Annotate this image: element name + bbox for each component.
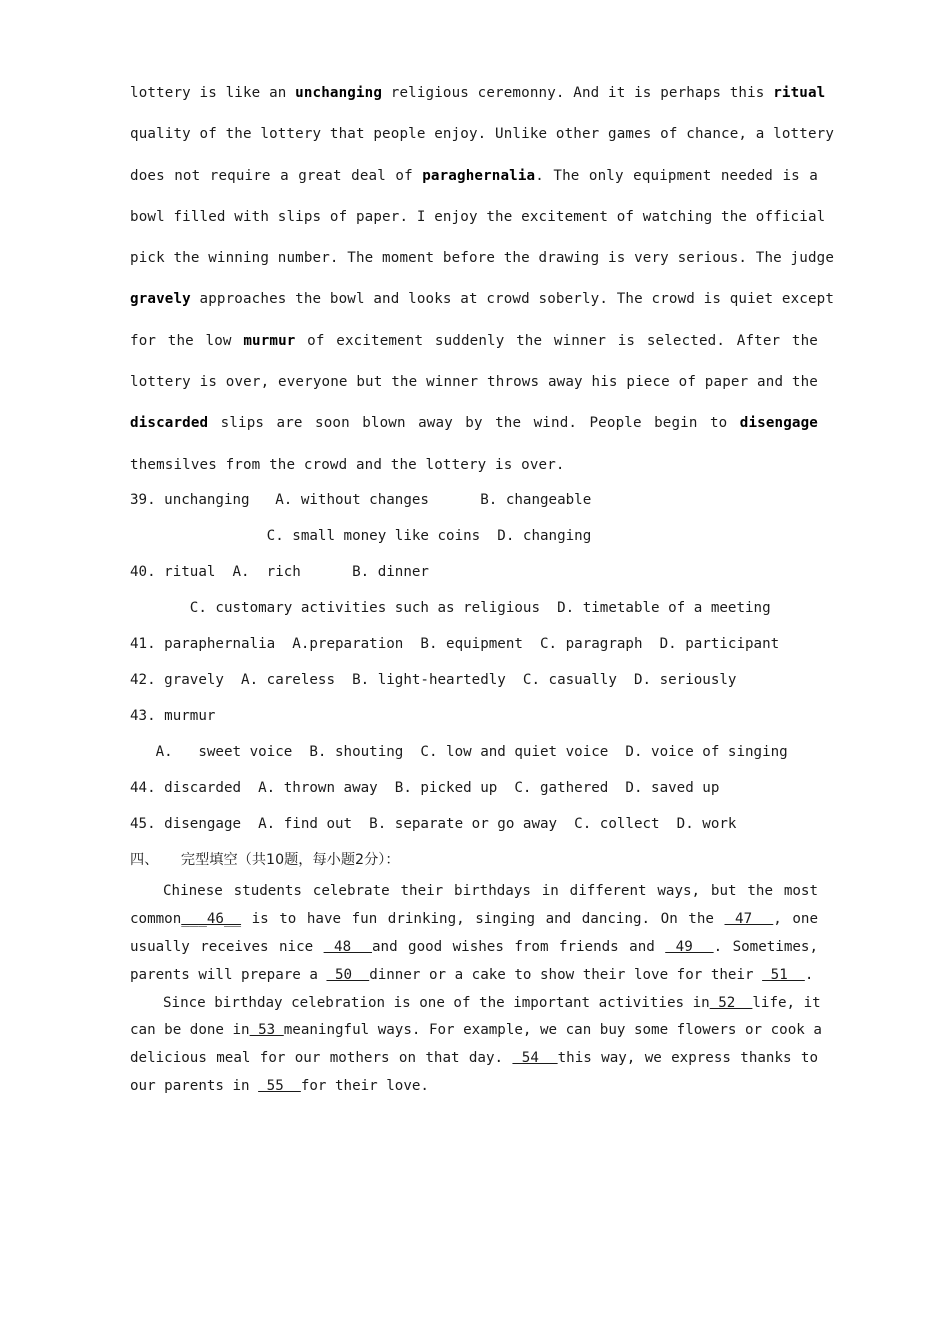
text-run: and good wishes from friends and: [371, 938, 666, 955]
answer-blank: 54: [512, 1050, 558, 1067]
text-line: [130, 1045, 818, 1073]
text-run: lottery is like an: [130, 85, 296, 101]
key-word: disengage: [739, 415, 818, 432]
text-run: is to have fun drinking, singing and dancing. On the: [241, 910, 725, 927]
answer-blank: 52: [709, 994, 753, 1011]
text-run: meaningful ways. For example, we can buy some flowers or cook a: [283, 1022, 822, 1039]
question-line: A. sweet voice B. shouting C. low and quiet voice D. voice of singing: [130, 744, 788, 760]
text-run: common: [130, 910, 182, 927]
text-run: life, it: [752, 994, 821, 1011]
text-run: . The only equipment needed is a: [535, 167, 818, 184]
text-run: Since birthday celebration is one of the important activities in: [163, 994, 710, 1011]
text-run: themsilves from the crowd and the lottery is over.: [130, 456, 565, 473]
text-run: slips are soon blown away by the wind. People begin to: [208, 415, 740, 432]
text-line: [130, 990, 821, 1018]
key-word: unchanging: [295, 85, 383, 101]
question-line: 39. unchanging A. without changes B. changeable: [130, 492, 592, 508]
text-run: for the low: [130, 332, 244, 349]
text-run: usually receives nice: [130, 938, 324, 955]
text-line: [130, 78, 826, 119]
key-word: discarded: [130, 415, 209, 432]
text-line: [130, 243, 835, 284]
text-line: [130, 1017, 822, 1045]
text-line: [130, 962, 818, 990]
question-line: 44. discarded A. thrown away B. picked up C. gathered D. saved up: [130, 780, 720, 796]
key-word: gravely: [130, 291, 191, 308]
text-line: [130, 450, 818, 491]
text-run: Chinese students celebrate their birthdays in different ways, but the most: [163, 883, 818, 899]
text-run: religious ceremonny. And it is perhaps this: [382, 85, 774, 101]
answer-blank: ___46__: [181, 910, 242, 927]
question-line: 41. paraphernalia A.preparation B. equipment C. paragraph D. participant: [130, 636, 780, 652]
text-run: of excitement suddenly the winner is selected. After the: [295, 332, 818, 349]
text-run: our parents in: [130, 1078, 259, 1095]
text-run: this way, we express thanks to: [557, 1050, 818, 1067]
question-line: 42. gravely A. careless B. light-heartedly C. casually D. seriously: [130, 672, 737, 688]
answer-blank: 53: [249, 1022, 284, 1039]
text-line: [130, 367, 818, 408]
text-run: quality of the lottery that people enjoy. Unlike other games of chance, a lottery: [130, 126, 835, 143]
text-run: dinner or a cake to show their love for their: [369, 966, 763, 983]
answer-blank: 49: [665, 938, 714, 955]
text-line: [130, 408, 818, 449]
key-word: murmur: [243, 332, 296, 349]
text-line: [130, 934, 818, 962]
text-run: delicious meal for our mothers on that day.: [130, 1050, 513, 1067]
answer-blank: 47: [724, 910, 774, 927]
text-line: [130, 202, 826, 243]
text-line: [130, 906, 818, 934]
text-line: [130, 1073, 818, 1101]
answer-blank: 48: [323, 938, 372, 955]
reading-passage: [130, 78, 835, 491]
question-line: 40. ritual A. rich B. dinner: [130, 564, 429, 580]
key-word: ritual: [773, 85, 826, 101]
text-run: bowl filled with slips of paper. I enjoy the excitement of watching the official: [130, 208, 826, 225]
question-line: C. small money like coins D. changing: [130, 528, 592, 544]
question-line: 45. disengage A. find out B. separate or go away C. collect D. work: [130, 816, 737, 832]
cloze-passage: [130, 878, 822, 1101]
answer-blank: 55: [258, 1078, 301, 1095]
text-line: [130, 878, 818, 906]
key-word: paraghernalia: [422, 167, 536, 184]
text-line: [130, 161, 818, 202]
text-run: parents will prepare a: [130, 966, 327, 983]
answer-blank: 50: [326, 966, 370, 983]
section-heading: 四、 完型填空（共10题，每小题2分）：: [130, 852, 400, 868]
text-run: .: [804, 966, 814, 983]
text-line: [130, 326, 818, 367]
text-line: [130, 284, 835, 325]
text-run: does not require a great deal of: [130, 167, 423, 184]
answer-blank: 51: [762, 966, 805, 983]
text-run: can be done in: [130, 1022, 250, 1039]
text-run: pick the winning number. The moment before the drawing is very serious. The judge: [130, 250, 835, 267]
question-line: C. customary activities such as religious D. timetable of a meeting: [130, 600, 771, 616]
text-run: lottery is over, everyone but the winner throws away his piece of paper and the: [130, 374, 818, 391]
question-line: 43. murmur: [130, 708, 216, 724]
text-run: . Sometimes,: [713, 938, 819, 955]
text-run: approaches the bowl and looks at crowd soberly. The crowd is quiet except: [190, 291, 835, 308]
text-run: , one: [773, 910, 818, 927]
text-line: [130, 119, 835, 160]
text-run: for their love.: [300, 1078, 429, 1095]
